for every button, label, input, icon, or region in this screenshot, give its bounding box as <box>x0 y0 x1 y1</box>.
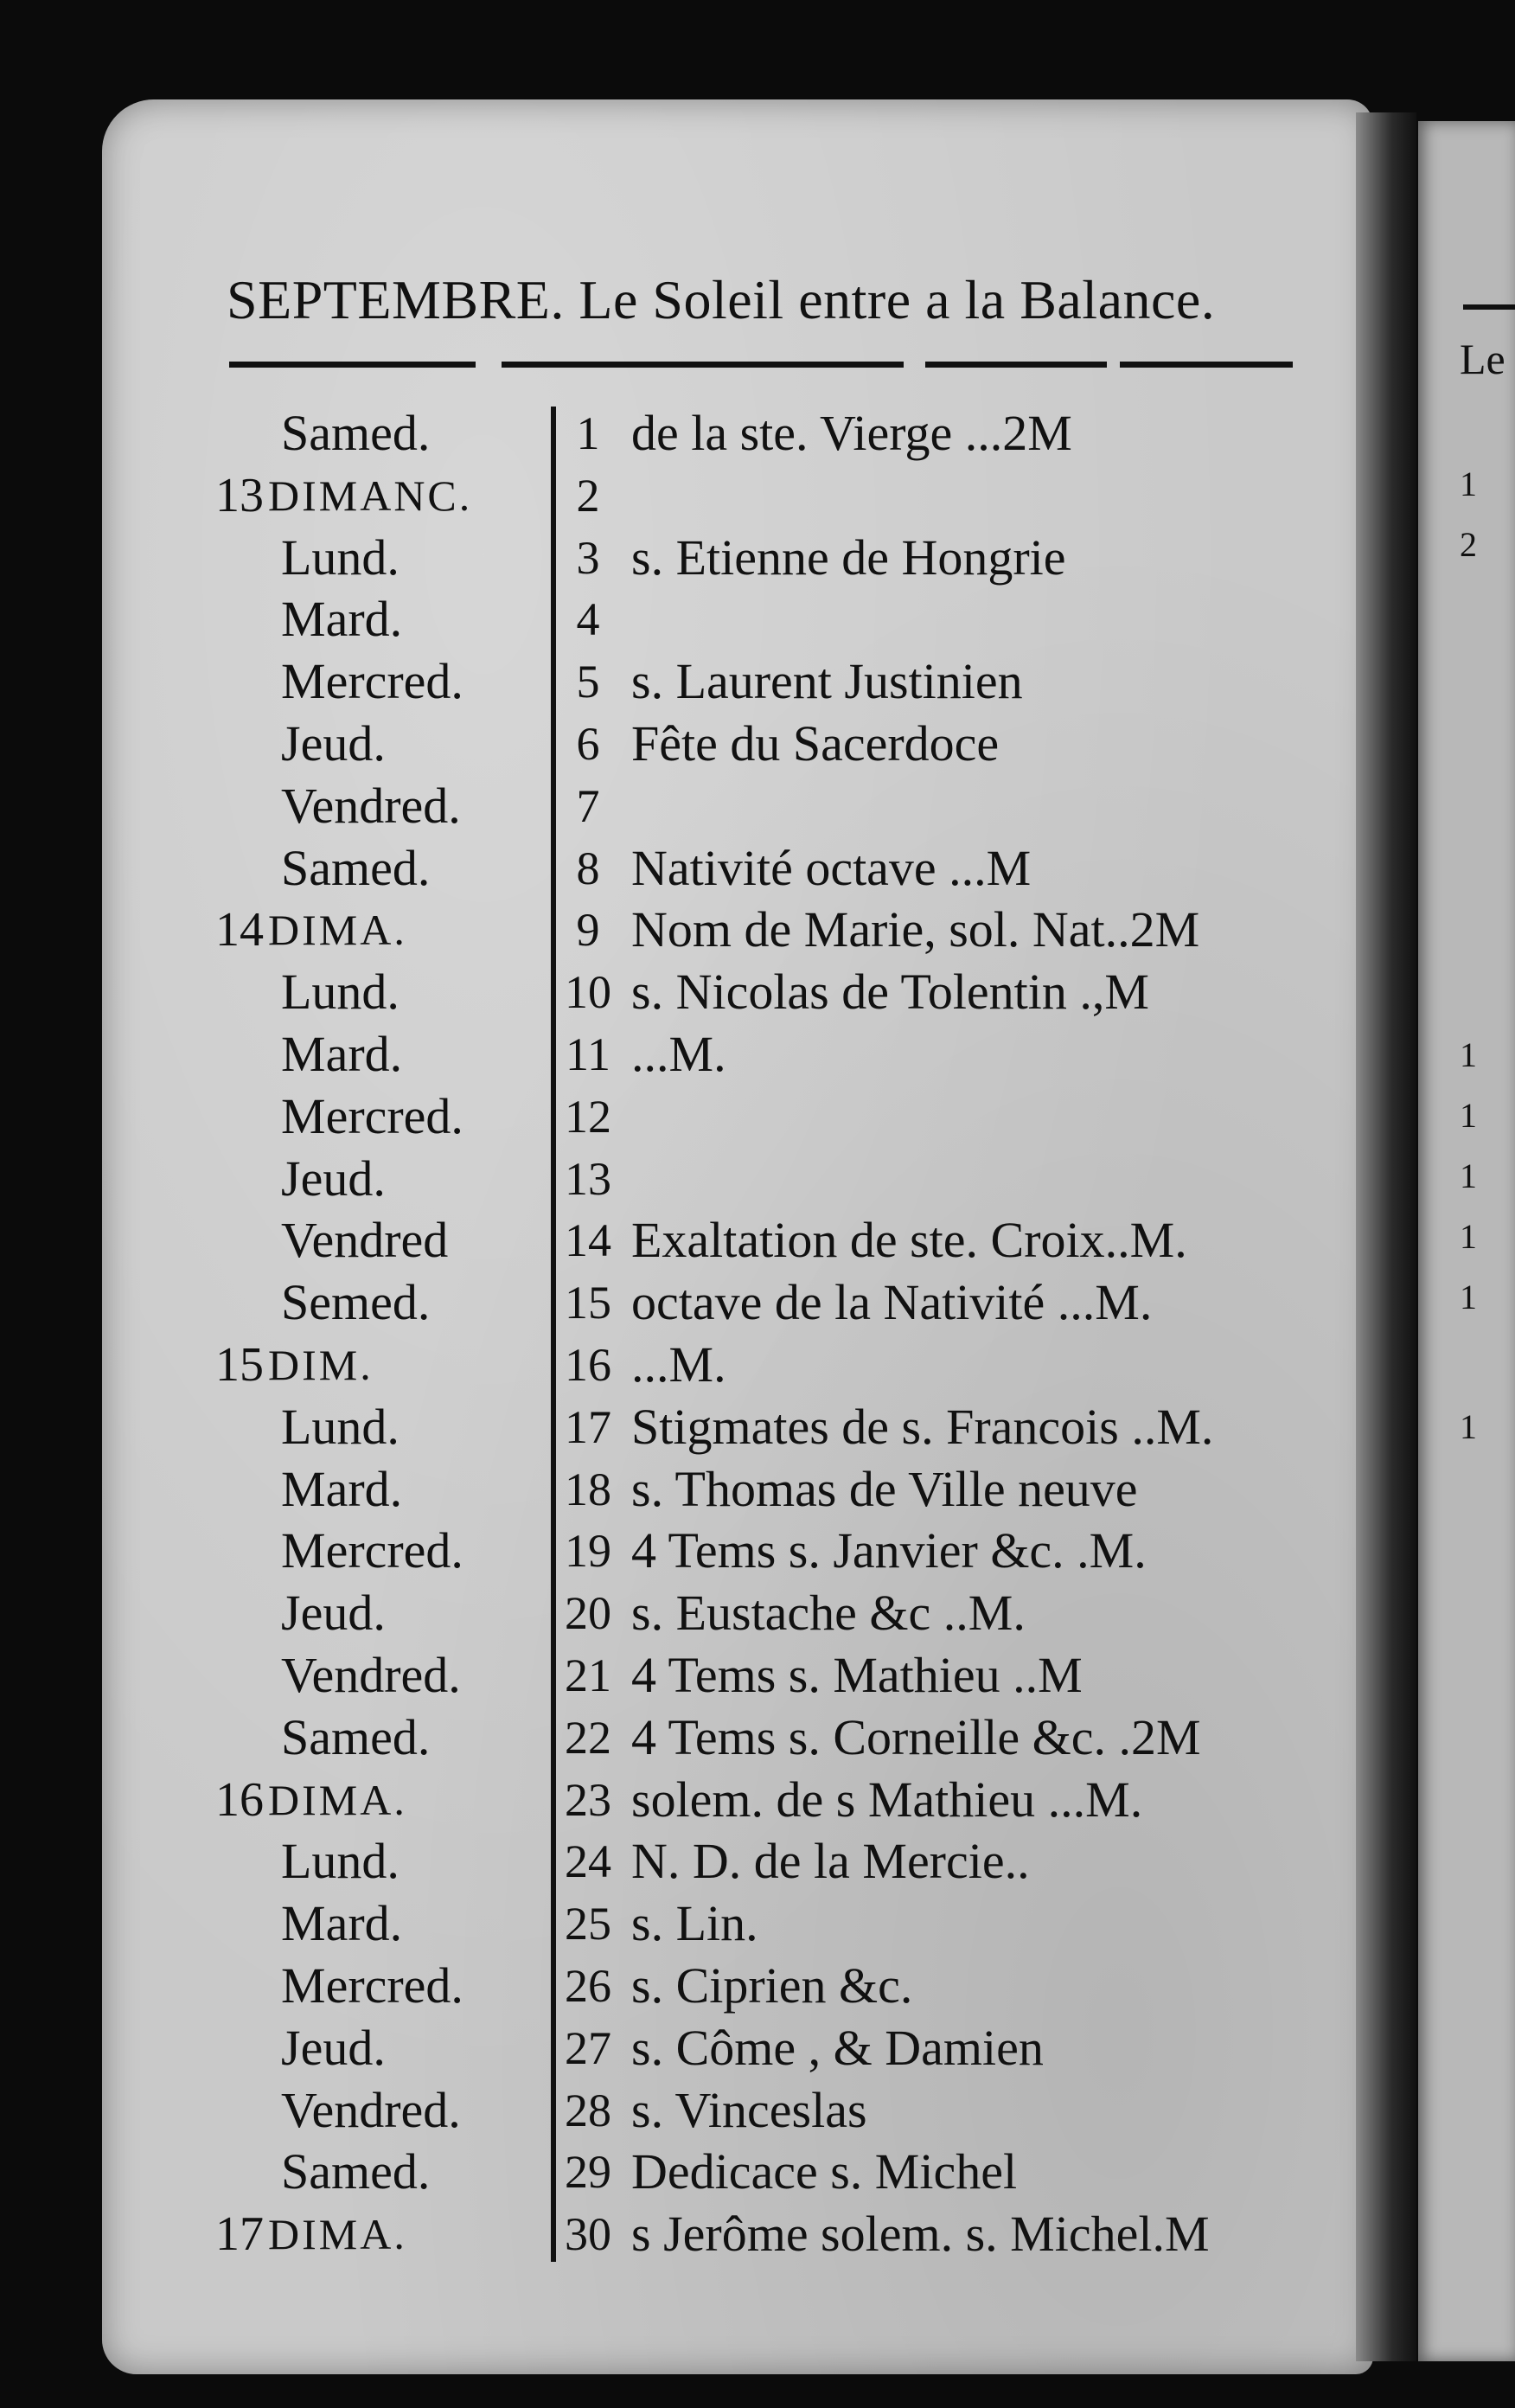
weekday-label: DIMA. <box>268 1776 407 1824</box>
weekday-label: Mercred. <box>281 1088 463 1144</box>
date-number: 17 <box>565 1401 611 1453</box>
feast-entry: solem. de s Mathieu ...M. <box>631 1771 1143 1828</box>
page-header <box>227 268 1215 332</box>
date-number: 4 <box>576 593 600 645</box>
feast-entry: N. D. de la Mercie.. <box>631 1833 1030 1889</box>
weekday-label: Samed. <box>281 405 431 461</box>
date-number: 29 <box>565 2146 611 2198</box>
feast-entry: s. Vinceslas <box>631 2082 867 2138</box>
weekday-label: Mercred. <box>281 1957 463 2014</box>
date-number: 14 <box>565 1214 611 1266</box>
weekday-label: Vendred. <box>281 1647 461 1703</box>
date-number: 2 <box>576 470 600 522</box>
feast-entry: ...M. <box>631 1336 726 1393</box>
week-number: 16 <box>215 1773 264 1827</box>
date-number: 21 <box>565 1649 611 1701</box>
weekday-label: Mard. <box>281 1461 403 1517</box>
month-title: SEPTEMBRE. <box>227 269 565 330</box>
facing-page-fragment: 1 <box>1460 1278 1477 1316</box>
weekday-label: DIM. <box>268 1341 374 1389</box>
date-number: 7 <box>576 780 600 832</box>
weekday-label: Lund. <box>281 1399 400 1455</box>
weekday-label: Samed. <box>281 2143 431 2200</box>
week-number: 15 <box>215 1338 264 1392</box>
date-number: 23 <box>565 1774 611 1826</box>
facing-page-fragment: 1 <box>1460 1156 1477 1195</box>
feast-entry: s. Côme , & Damien <box>631 2020 1044 2076</box>
feast-entry: Fête du Sacerdoce <box>631 715 1000 772</box>
weekday-label: Mard. <box>281 1895 403 1951</box>
feast-entry: s. Eustache &c ..M. <box>631 1585 1026 1641</box>
feast-entry: 4 Tems s. Janvier &c. .M. <box>631 1522 1147 1579</box>
weekday-label: Jeud. <box>281 715 386 772</box>
week-number: 13 <box>215 469 264 522</box>
date-number: 20 <box>565 1587 611 1639</box>
feast-entry: de la ste. Vierge ...2M <box>631 405 1072 461</box>
weekday-label: Jeud. <box>281 1585 386 1641</box>
feast-entry: ...M. <box>631 1026 726 1082</box>
week-number: 14 <box>215 903 264 957</box>
weekday-label: Vendred <box>281 1212 449 1268</box>
feast-entry: s. Etienne de Hongrie <box>631 529 1066 586</box>
date-number: 12 <box>565 1091 611 1143</box>
date-number: 19 <box>565 1525 611 1577</box>
feast-entry: s Jerôme solem. s. Michel.M <box>631 2206 1210 2262</box>
weekday-label: Jeud. <box>281 2020 386 2076</box>
feast-entry: s. Thomas de Ville neuve <box>631 1461 1138 1517</box>
weekday-label: Lund. <box>281 964 400 1020</box>
feast-entry: Nom de Marie, sol. Nat..2M <box>631 901 1200 957</box>
header-rule <box>502 362 904 368</box>
week-number: 17 <box>215 2207 264 2261</box>
feast-entry: 4 Tems s. Corneille &c. .2M <box>631 1709 1201 1765</box>
feast-entry: Nativité octave ...M <box>631 840 1032 896</box>
weekday-label: Mard. <box>281 591 403 647</box>
weekday-label: Semed. <box>281 1274 431 1330</box>
facing-page-fragment: 1 <box>1460 1096 1477 1135</box>
feast-entry: s. Laurent Justinien <box>631 653 1023 709</box>
book-gutter <box>1356 112 1416 2361</box>
date-number: 8 <box>576 842 600 894</box>
date-number: 11 <box>566 1028 610 1080</box>
weekday-label: Mard. <box>281 1026 403 1082</box>
date-number: 26 <box>565 1960 611 2012</box>
facing-page-fragment: 1 <box>1460 1217 1477 1256</box>
weekday-label: DIMA. <box>268 906 407 954</box>
date-number: 22 <box>565 1712 611 1764</box>
date-number: 30 <box>565 2208 611 2260</box>
feast-entry: s. Lin. <box>631 1895 758 1951</box>
date-number: 18 <box>565 1463 611 1515</box>
header-rule <box>925 362 1107 368</box>
date-number: 5 <box>576 656 600 708</box>
date-number: 25 <box>565 1898 611 1950</box>
feast-entry: octave de la Nativité ...M. <box>631 1274 1153 1330</box>
feast-entry: Stigmates de s. Francois ..M. <box>631 1399 1214 1455</box>
date-number: 3 <box>576 532 600 584</box>
facing-page-edge <box>1418 121 1515 2361</box>
weekday-label: Lund. <box>281 1833 400 1889</box>
date-number: 13 <box>565 1153 611 1205</box>
weekday-label: Vendred. <box>281 778 461 834</box>
header-rule <box>229 362 476 368</box>
facing-page-fragment: Le <box>1460 335 1505 383</box>
feast-entry: s. Nicolas de Tolentin .,M <box>631 964 1149 1020</box>
weekday-label: Mercred. <box>281 653 463 709</box>
weekday-label: Jeud. <box>281 1150 386 1207</box>
feast-entry: s. Ciprien &c. <box>631 1957 913 2014</box>
weekday-label: Lund. <box>281 529 400 586</box>
facing-page-fragment: 2 <box>1460 525 1477 564</box>
date-number: 27 <box>565 2022 611 2074</box>
weekday-label: Vendred. <box>281 2082 461 2138</box>
date-number: 24 <box>565 1835 611 1887</box>
facing-page-fragment: 1 <box>1460 1407 1477 1446</box>
weekday-label: Mercred. <box>281 1522 463 1579</box>
facing-page-fragment: 1 <box>1460 464 1477 503</box>
date-number: 15 <box>565 1277 611 1329</box>
feast-entry: 4 Tems s. Mathieu ..M <box>631 1647 1083 1703</box>
date-number: 1 <box>576 407 600 459</box>
date-number: 6 <box>576 718 600 770</box>
weekday-label: DIMA. <box>268 2210 407 2258</box>
facing-page-fragment: 1 <box>1460 1035 1477 1074</box>
sun-sign-note: Le Soleil entre a la Balance. <box>579 269 1216 330</box>
header-rule <box>1120 362 1293 368</box>
facing-page-rule <box>1463 304 1515 310</box>
date-number: 28 <box>565 2085 611 2136</box>
weekday-label: Samed. <box>281 1709 431 1765</box>
date-number: 16 <box>565 1339 611 1391</box>
weekday-label: DIMANC. <box>268 471 473 520</box>
feast-entry: Exaltation de ste. Croix..M. <box>631 1212 1187 1268</box>
date-number: 10 <box>565 966 611 1018</box>
date-number: 9 <box>576 904 600 956</box>
feast-entry: Dedicace s. Michel <box>631 2143 1018 2200</box>
weekday-label: Samed. <box>281 840 431 896</box>
